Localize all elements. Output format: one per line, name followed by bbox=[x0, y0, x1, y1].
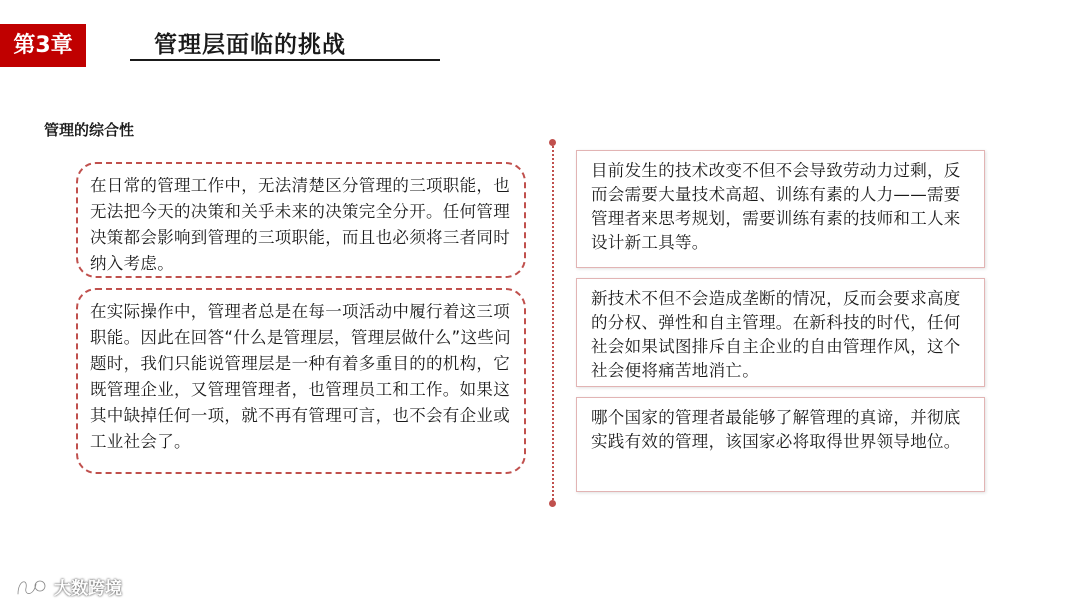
watermark bbox=[14, 572, 122, 600]
vertical-divider bbox=[552, 142, 554, 504]
right-text-box-2: 新技术不但不会造成垄断的情况，反而会要求高度的分权、弹性和自主管理。在新科技的时代，任何社会如果试图排斥自主企业的自由管理作风，这个社会便将痛苦地消亡。 bbox=[576, 278, 985, 387]
right-text-box-3: 哪个国家的管理者最能够了解管理的真谛，并彻底实践有效的管理，该国家必将取得世界领导地位。 bbox=[576, 397, 985, 492]
title-underline bbox=[130, 22, 440, 61]
left-text-box-1: 在日常的管理工作中，无法清楚区分管理的三项职能，也无法把今天的决策和关乎未来的决策完全分开。任何管理决策都会影响到管理的三项职能，而且也必须将三者同时纳入考虑。 bbox=[76, 162, 526, 278]
chapter-badge: 第3章 bbox=[0, 24, 86, 67]
brand-logo-icon bbox=[14, 574, 50, 598]
divider-bottom-dot bbox=[549, 500, 556, 507]
watermark-text: 大数跨境 bbox=[54, 578, 122, 599]
divider-top-dot bbox=[549, 139, 556, 146]
right-text-box-1: 目前发生的技术改变不但不会导致劳动力过剩，反而会需要大量技术高超、训练有素的人力——需要管理者来思考规划，需要训练有素的技师和工人来设计新工具等。 bbox=[576, 150, 985, 268]
left-text-box-2: 在实际操作中，管理者总是在每一项活动中履行着这三项职能。因此在回答“什么是管理层，管理层做什么”这些问题时，我们只能说管理层是一种有着多重目的的机构，它既管理企业，又管理管理者，也管理员工和工作。如果这其中缺掉任何一项，就不再有管理可言，也不会有企业或工业社会了。 bbox=[76, 288, 526, 474]
page-title: 管理层面临的挑战 bbox=[154, 32, 346, 58]
section-heading: 管理的综合性 bbox=[44, 121, 135, 139]
